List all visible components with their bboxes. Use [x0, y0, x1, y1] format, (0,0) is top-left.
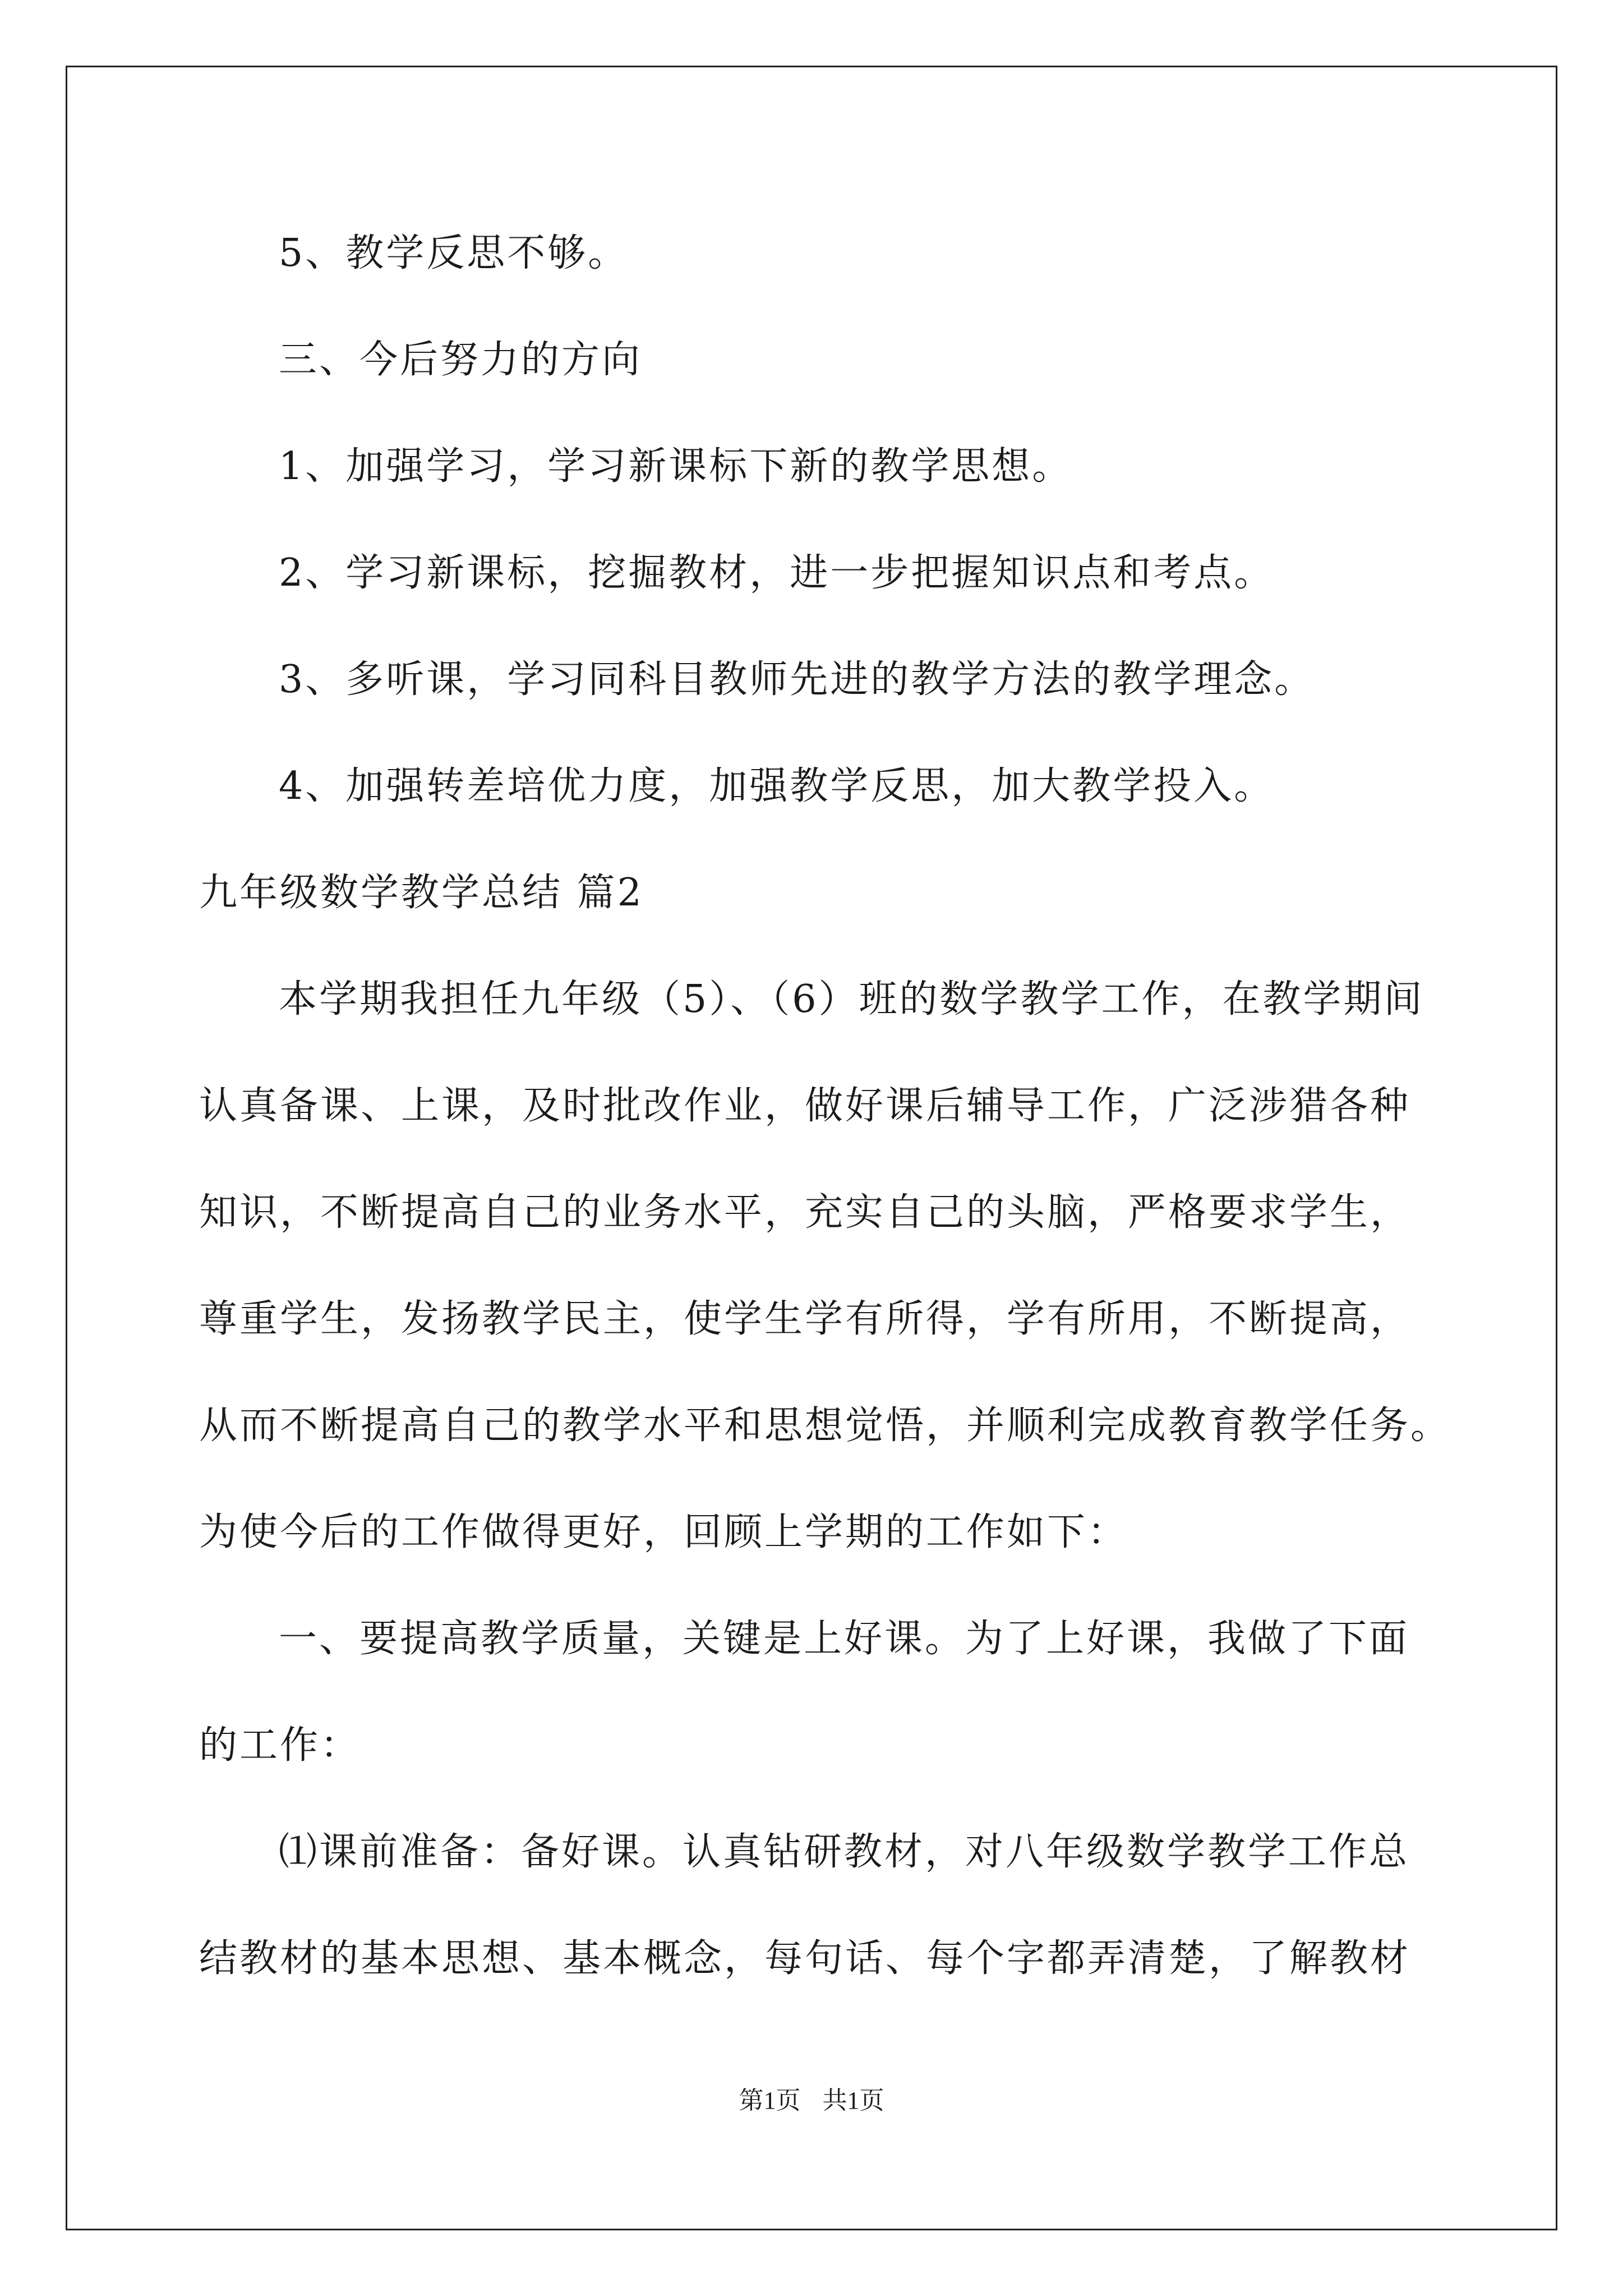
paragraph-line: 知识，不断提高自己的业务水平，充实自己的头脑，严格要求学生， — [199, 1190, 1411, 1235]
paragraph-line: 本学期我担任九年级（5）、（6）班的数学教学工作，在教学期间 — [279, 977, 1424, 1022]
article-title: 九年级数学教学总结 篇2 — [199, 871, 644, 915]
page-footer — [0, 2085, 1623, 2116]
paragraph-line: 结教材的基本思想、基本概念，每句话、每个字都弄清楚，了解教材 — [199, 1936, 1411, 1981]
paragraph-line: 从而不断提高自己的教学水平和思想觉悟，并顺利完成教育教学任务。 — [199, 1404, 1451, 1448]
paragraph-line: 的工作： — [199, 1723, 361, 1768]
list-item: 1、加强学习，学习新课标下新的教学思想。 — [279, 444, 1073, 489]
paragraph-line: 认真备课、上课，及时批改作业，做好课后辅导工作，广泛涉猎各种 — [199, 1084, 1411, 1128]
section-heading: 三、今后努力的方向 — [279, 338, 643, 382]
page-border — [66, 66, 1557, 2230]
paragraph-line: ⑴课前准备：备好课。认真钻研教材，对八年级数学教学工作总 — [279, 1830, 1410, 1874]
paragraph-line: 尊重学生，发扬教学民主，使学生学有所得，学有所用，不断提高， — [199, 1297, 1411, 1341]
page-total: 共1页 — [822, 2087, 884, 2114]
list-item: 5、教学反思不够。 — [279, 231, 629, 275]
paragraph-line: 一、要提高教学质量，关键是上好课。为了上好课，我做了下面 — [279, 1617, 1410, 1661]
list-item: 2、学习新课标，挖掘教材，进一步把握知识点和考点。 — [279, 551, 1275, 595]
list-item: 3、多听课，学习同科目教师先进的教学方法的教学理念。 — [279, 657, 1315, 702]
list-item: 4、加强转差培优力度，加强教学反思，加大教学投入。 — [279, 764, 1275, 808]
page-number: 第1页 — [739, 2087, 801, 2114]
paragraph-line: 为使今后的工作做得更好，回顾上学期的工作如下： — [199, 1510, 1128, 1554]
